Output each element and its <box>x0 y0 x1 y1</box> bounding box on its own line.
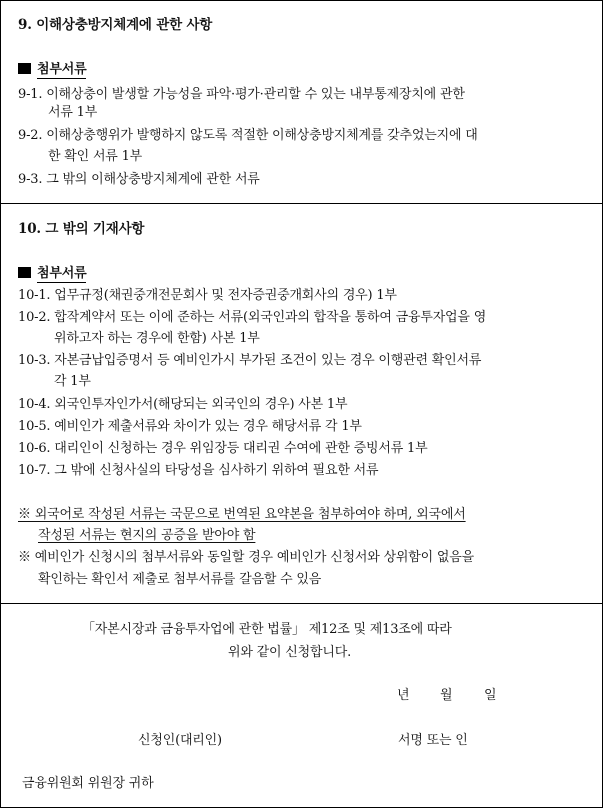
law-reference: 「자본시장과 금융투자업에 관한 법률」 제12조 및 제13조에 따라 <box>82 622 452 637</box>
item-9-1-cont: 서류 1부 <box>48 105 98 120</box>
date-year-label: 년 <box>397 688 410 703</box>
signature-label: 서명 또는 인 <box>398 733 468 748</box>
item-10-6: 10-6. 대리인이 신청하는 경우 위임장등 대리권 수여에 관한 증빙서류 1부 <box>18 441 428 456</box>
applicant-label: 신청인(대리인) <box>138 733 222 748</box>
item-9-1: 9-1. 이해상충이 발생할 가능성을 파악·평가·관리할 수 있는 내부통제장치에 관한 <box>18 87 465 102</box>
item-10-3-cont: 각 1부 <box>54 374 91 389</box>
section-9-title: 9. 이해상충방지체계에 관한 사항 <box>18 17 213 33</box>
application-statement: 위와 같이 신청합니다. <box>228 645 352 660</box>
item-9-3: 9-3. 그 밖의 이해상충방지체계에 관한 서류 <box>18 172 260 187</box>
recipient: 금융위원회 위원장 귀하 <box>22 776 154 791</box>
item-9-2-cont: 한 확인 서류 1부 <box>48 149 143 164</box>
black-square-icon <box>18 267 31 278</box>
note-2-cont: 확인하는 확인서 제출로 첨부서류를 갈음할 수 있음 <box>38 572 322 587</box>
section-divider <box>0 203 603 204</box>
item-10-5: 10-5. 예비인가 제출서류와 차이가 있는 경우 해당서류 각 1부 <box>18 419 362 434</box>
item-10-4: 10-4. 외국인투자인가서(해당되는 외국인의 경우) 사본 1부 <box>18 397 348 412</box>
black-square-icon <box>18 63 31 74</box>
item-10-2-cont: 위하고자 하는 경우에 한함) 사본 1부 <box>54 331 260 346</box>
section-9-attachments-heading: 첨부서류 <box>18 62 86 77</box>
section-10-attachments-heading: 첨부서류 <box>18 266 86 281</box>
item-10-7: 10-7. 그 밖에 신청사실의 타당성을 심사하기 위하여 필요한 서류 <box>18 463 379 478</box>
item-10-2: 10-2. 합작계약서 또는 이에 준하는 서류(외국인과의 합작을 통하여 금융투자업을 영 <box>18 310 487 325</box>
note-2: ※ 예비인가 신청시의 첨부서류와 동일할 경우 예비인가 신청서와 상위함이 없음을 <box>18 550 475 565</box>
item-9-2: 9-2. 이해상충행위가 발행하지 않도록 적절한 이해상충방지체계를 갖추었는지에 대 <box>18 128 478 143</box>
note-1-cont: 작성된 서류는 현지의 공증을 받아야 함 <box>38 528 256 543</box>
section-10-title: 10. 그 밖의 기재사항 <box>18 221 145 237</box>
item-10-1: 10-1. 업무규정(채권중개전문회사 및 전자증권중개회사의 경우) 1부 <box>18 288 397 303</box>
date-month-label: 월 <box>440 688 453 703</box>
section-divider <box>0 603 603 604</box>
item-10-3: 10-3. 자본금납입증명서 등 예비인가시 부가된 조건이 있는 경우 이행관련 확인서류 <box>18 353 482 368</box>
date-day-label: 일 <box>484 688 497 703</box>
note-1: ※ 외국어로 작성된 서류는 국문으로 번역된 요약본을 첨부하여야 하며, 외국에서 <box>18 507 466 522</box>
